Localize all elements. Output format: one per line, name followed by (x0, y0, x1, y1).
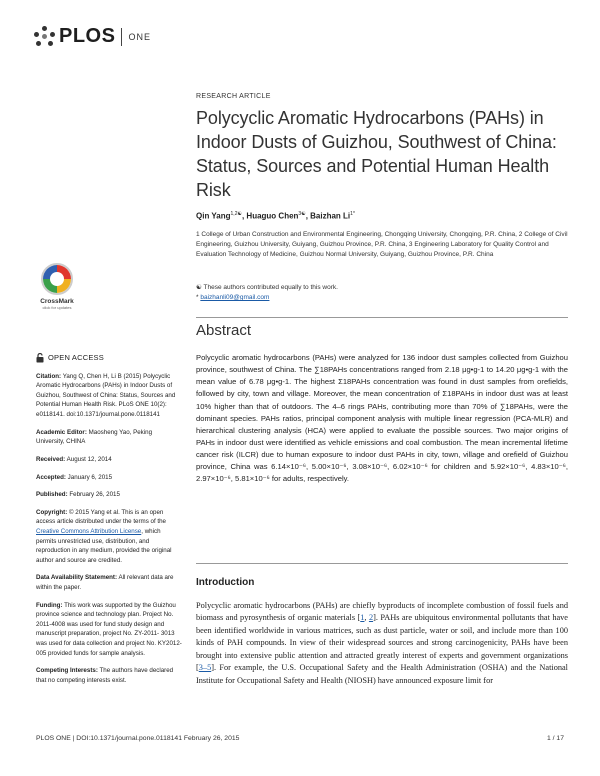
author-name[interactable]: Huaguo Chen (246, 211, 299, 221)
footer-citation: PLOS ONE | DOI:10.1371/journal.pone.0118141 February 26, 2015 (36, 735, 240, 742)
open-lock-icon (36, 353, 44, 363)
journal-brand: PLOS (59, 25, 116, 47)
crossmark-badge[interactable] (37, 262, 77, 310)
author-notes (196, 283, 568, 303)
crossmark-sub: click for updates (42, 305, 72, 310)
introduction-heading: Introduction (196, 577, 255, 588)
accepted-block: Accepted: January 6, 2015 (36, 473, 113, 481)
article-type: RESEARCH ARTICLE (196, 93, 271, 100)
introduction-text: Polycyclic aromatic hydrocarbons (PAHs) are chiefly byproducts of incomplete combustion of fossil fuels and biomass and pyrosynthesis of organic materials [1, 2]. PAHs are ubiquitous environmental pollutants that have been identified worldwide in various matrices, such as dust particle, water or soil, and include more than 100 kinds of PAH compounds. In view of their widespread sources and strong carcinogenicity, PAHs have been brought into extensive public attention and attracted greatly interest of experts and government organizations [3–5]. For example, the U.S. Occupational Safety and the Health Administration (OSHA) and the National Institute for Occupational Safety and Health (NIOSH) have announced exposure limit for (196, 601, 568, 685)
logo-divider (121, 28, 122, 46)
funding-text: This work was supported by the Guizhou province science and technology plan. Project No. 2011-4008 was used for fund study design and manuscript preparation, project No. ZY-2011- 3013 was used for data collection and project No. KY2012-005 provided funds for sample analysis. (36, 601, 182, 657)
accepted-date: January 6, 2015 (67, 473, 113, 481)
cc-license-link[interactable]: Creative Commons Attribution License (36, 527, 142, 535)
data-availability-text: All relevant data are within the paper. (36, 574, 174, 591)
funding-block: Funding: This work was supported by the Guizhou province science and technology plan. Project No. 2011-4008 was used for fund study design and manuscript preparation, project No. ZY-2011- 3013 was used for data collection and project No. KY2012-005 provided funds for sample analysis. (36, 601, 182, 657)
published-block: Published: February 26, 2015 (36, 491, 120, 499)
open-access-badge (36, 352, 182, 364)
abstract-text: Polycyclic aromatic hydrocarbons (PAHs) were analyzed for 136 indoor dust samples collected from Guizhou province, southwest of China. The ∑18PAHs concentrations ranged from 2.18 μg•g-1 to 14.20 μg•g-1 with the mean value of 6.78 μg•g-1. The highest Σ18PAHs concentration was found in dust samples from orefields, followed by city, town and village. Moreover, the mean concentration of Σ18PAHs in indoor dust was at least 10% higher than that of outdoors. The 4–6 rings PAHs, contributing more than 70% of ∑18PAHs, were the dominant species. PAHs ratios, principal component analysis with multiple linear regression (PCA-MLR) and hierarchical clustering analysis (HCA) were applied to evaluate the possible sources. Two major origins of PAHs in indoor dust were identified as vehicle emissions and coal combustion. The mean incremental lifetime cancer risk (ILCR) due to human exposure to indoor dust PAHs in city, town, village and orefield of Guizhou province, China was 6.14×10⁻⁶, 5.00×10⁻⁶, 3.08×10⁻⁶, 6.02×10⁻⁶ for children and 5.92×10⁻⁶, 4.83×10⁻⁶, 2.97×10⁻⁶, 5.81×10⁻⁶ for adults, respectively. (196, 353, 568, 484)
crossmark-icon (40, 262, 74, 296)
page-number: 1 / 17 (546, 735, 564, 742)
copyright-block: Copyright: © 2015 Yang et al. This is an open access article distributed under the terms of the Creative Commons Attribution License, which permits unrestricted use, distribution, and reproduction in any medium, provided the original author and source are credited. (36, 508, 172, 564)
plos-dots-icon (34, 26, 56, 48)
citation-text: Yang Q, Chen H, Li B (2015) Polycyclic Aromatic Hydrocarbons (PAHs) in Indoor Dusts of Guizhou, Southwest of China: Status, Sources and Potential Human Health Risk. PLoS ONE 10(2): e0118141. doi:10.1371/journal.pone.0118141 (36, 372, 176, 419)
affiliations: 1 College of Urban Construction and Environmental Engineering, Chongqing University, Chongqing, P.R. China, 2 College of Civil Engineering, Guizhou University, Guiyang, Guizhou Province, P.R. China, 3 Engineering Laboratory for Quality Control and Evaluation Technology of Medicine, Guizhou Normal University, Guiyang, Guizhou Province, P.R. China (196, 231, 568, 258)
article-sidebar (36, 352, 182, 693)
author-name[interactable]: Baizhan Li (310, 211, 351, 221)
open-access-label: OPEN ACCESS (48, 353, 104, 362)
corresponding-email-link[interactable]: baizhanli09@gmail.com (200, 294, 270, 302)
published-date: February 26, 2015 (69, 491, 120, 499)
citation-block: Citation: Yang Q, Chen H, Li B (2015) Polycyclic Aromatic Hydrocarbons (PAHs) in Indoor Dusts of Guizhou, Southwest of China: Status, Sources and Potential Human Health Risk. PLoS ONE 10(2): e0118141. doi:10.1371/journal.pone.0118141 (36, 372, 176, 419)
crossmark-label: CrossMark (40, 298, 74, 305)
corresponding-author: * baizhanli09@gmail.com (196, 294, 270, 302)
author-name[interactable]: Qin Yang (196, 211, 231, 221)
reference-link[interactable]: 2 (368, 613, 374, 623)
editor-block: Academic Editor: Maosheng Yao, Peking University, CHINA (36, 428, 153, 446)
equal-contribution-note: ☯ These authors contributed equally to this work. (196, 284, 338, 291)
intro-rule (196, 563, 568, 564)
editor-text: Maosheng Yao, Peking University, CHINA (36, 428, 153, 446)
journal-edition: ONE (128, 31, 151, 42)
author-list: Qin Yang$^{1,2☯}$, Huaguo Chen$^{3☯}$, Baizhan $Li^{1*}$ (196, 211, 355, 221)
competing-interests-block: Competing Interests: The authors have declared that no competing interests exist. (36, 667, 174, 684)
abstract-heading: Abstract (196, 322, 252, 339)
received-date: August 12, 2014 (66, 455, 112, 463)
competing-interests-text: The authors have declared that no competing interests exist. (36, 667, 174, 684)
received-block: Received: August 12, 2014 (36, 455, 112, 463)
abstract-rule (196, 317, 568, 318)
page-footer (36, 735, 564, 742)
journal-logo[interactable] (34, 25, 151, 48)
reference-link[interactable]: 1 (360, 613, 365, 623)
article-title: Polycyclic Aromatic Hydrocarbons (PAHs) in Indoor Dusts of Guizhou, Southwest of China: Status, Sources and Potential Human Health Risk (196, 108, 557, 200)
reference-link[interactable]: 3–5 (198, 663, 212, 673)
data-availability-block: Data Availability Statement: All relevant data are within the paper. (36, 574, 174, 591)
